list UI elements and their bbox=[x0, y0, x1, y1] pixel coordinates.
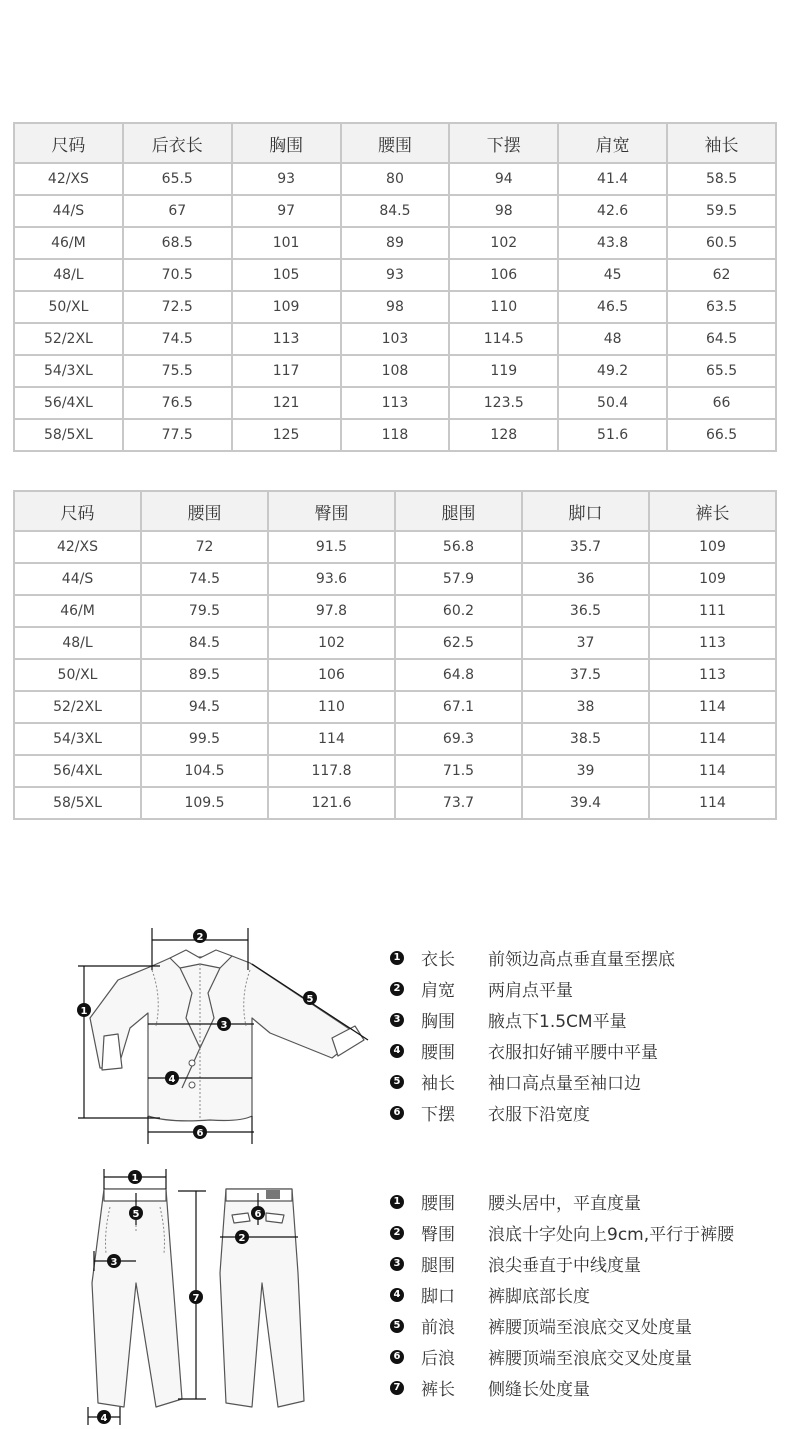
legend-number-badge: 6 bbox=[390, 1350, 404, 1364]
column-header: 袖长 bbox=[667, 123, 776, 163]
table-cell: 57.9 bbox=[395, 563, 522, 595]
table-cell: 114 bbox=[649, 755, 776, 787]
svg-text:7: 7 bbox=[192, 1293, 200, 1304]
legend-number-badge: 7 bbox=[390, 1381, 404, 1395]
table-cell: 49.2 bbox=[558, 355, 667, 387]
legend-item bbox=[390, 942, 675, 973]
legend-term: 腰围 bbox=[421, 1194, 455, 1214]
table-cell: 97 bbox=[232, 195, 341, 227]
table-cell: 101 bbox=[232, 227, 341, 259]
table-cell: 72.5 bbox=[123, 291, 232, 323]
table-cell: 98 bbox=[341, 291, 450, 323]
table-cell: 80 bbox=[341, 163, 450, 195]
table-cell: 121.6 bbox=[268, 787, 395, 819]
legend-item bbox=[390, 1035, 675, 1066]
svg-text:3: 3 bbox=[110, 1257, 118, 1268]
legend-number-badge: 5 bbox=[390, 1319, 404, 1333]
pants-table-body bbox=[14, 531, 776, 819]
svg-text:5: 5 bbox=[132, 1209, 140, 1220]
column-header: 尺码 bbox=[14, 491, 141, 531]
jacket-button bbox=[189, 1060, 195, 1066]
table-cell: 84.5 bbox=[341, 195, 450, 227]
column-header: 尺码 bbox=[14, 123, 123, 163]
table-cell: 66.5 bbox=[667, 419, 776, 451]
table-cell: 94 bbox=[449, 163, 558, 195]
legend-term: 前浪 bbox=[421, 1318, 455, 1338]
legend-term: 后浪 bbox=[421, 1349, 455, 1369]
table-cell: 113 bbox=[232, 323, 341, 355]
legend-item bbox=[390, 1310, 734, 1341]
table-cell: 103 bbox=[341, 323, 450, 355]
table-cell: 54/3XL bbox=[14, 723, 141, 755]
table-cell: 109 bbox=[232, 291, 341, 323]
legend-item bbox=[390, 1066, 675, 1097]
table-row bbox=[14, 531, 776, 563]
table-row bbox=[14, 627, 776, 659]
legend-description: 裤腰顶端至浪底交叉处度量 bbox=[488, 1349, 692, 1369]
table-cell: 109 bbox=[649, 531, 776, 563]
legend-term: 衣长 bbox=[421, 950, 455, 970]
legend-number-badge: 2 bbox=[390, 982, 404, 996]
legend-description: 衣服下沿宽度 bbox=[488, 1105, 590, 1125]
table-row bbox=[14, 691, 776, 723]
table-cell: 37.5 bbox=[522, 659, 649, 691]
table-cell: 123.5 bbox=[449, 387, 558, 419]
table-cell: 109 bbox=[649, 563, 776, 595]
table-cell: 39 bbox=[522, 755, 649, 787]
table-cell: 89.5 bbox=[141, 659, 268, 691]
table-cell: 75.5 bbox=[123, 355, 232, 387]
legend-number-badge: 1 bbox=[390, 951, 404, 965]
table-cell: 67.1 bbox=[395, 691, 522, 723]
pants-front-outline bbox=[92, 1189, 182, 1407]
legend-item bbox=[390, 1004, 675, 1035]
table-row bbox=[14, 355, 776, 387]
table-cell: 41.4 bbox=[558, 163, 667, 195]
svg-text:6: 6 bbox=[254, 1209, 262, 1220]
table-cell: 46.5 bbox=[558, 291, 667, 323]
pants-table-header bbox=[14, 491, 776, 531]
table-cell: 42/XS bbox=[14, 531, 141, 563]
column-header: 肩宽 bbox=[558, 123, 667, 163]
table-cell: 106 bbox=[449, 259, 558, 291]
legend-description: 袖口高点量至袖口边 bbox=[488, 1074, 641, 1094]
table-cell: 48 bbox=[558, 323, 667, 355]
table-cell: 102 bbox=[449, 227, 558, 259]
table-cell: 62.5 bbox=[395, 627, 522, 659]
table-cell: 38 bbox=[522, 691, 649, 723]
table-cell: 84.5 bbox=[141, 627, 268, 659]
table-cell: 76.5 bbox=[123, 387, 232, 419]
table-row bbox=[14, 259, 776, 291]
table-cell: 63.5 bbox=[667, 291, 776, 323]
table-cell: 66 bbox=[667, 387, 776, 419]
table-cell: 111 bbox=[649, 595, 776, 627]
table-row bbox=[14, 291, 776, 323]
jacket-measurement-legend bbox=[390, 942, 675, 1128]
legend-item bbox=[390, 1372, 734, 1403]
table-cell: 58.5 bbox=[667, 163, 776, 195]
column-header: 腿围 bbox=[395, 491, 522, 531]
table-cell: 77.5 bbox=[123, 419, 232, 451]
legend-description: 浪底十字处向上9cm,平行于裤腰 bbox=[488, 1225, 735, 1245]
legend-item bbox=[390, 1248, 734, 1279]
table-row bbox=[14, 195, 776, 227]
legend-number-badge: 1 bbox=[390, 1195, 404, 1209]
table-cell: 109.5 bbox=[141, 787, 268, 819]
table-cell: 114 bbox=[649, 787, 776, 819]
column-header: 下摆 bbox=[449, 123, 558, 163]
legend-term: 胸围 bbox=[421, 1012, 455, 1032]
table-cell: 64.5 bbox=[667, 323, 776, 355]
table-cell: 56.8 bbox=[395, 531, 522, 563]
legend-description: 腋点下1.5CM平量 bbox=[488, 1012, 627, 1032]
legend-number-badge: 5 bbox=[390, 1075, 404, 1089]
table-cell: 93 bbox=[341, 259, 450, 291]
table-cell: 74.5 bbox=[123, 323, 232, 355]
table-cell: 45 bbox=[558, 259, 667, 291]
table-cell: 99.5 bbox=[141, 723, 268, 755]
table-row bbox=[14, 419, 776, 451]
table-cell: 104.5 bbox=[141, 755, 268, 787]
table-cell: 44/S bbox=[14, 563, 141, 595]
table-cell: 110 bbox=[449, 291, 558, 323]
table-cell: 121 bbox=[232, 387, 341, 419]
legend-term: 袖长 bbox=[421, 1074, 455, 1094]
table-row bbox=[14, 563, 776, 595]
table-cell: 64.8 bbox=[395, 659, 522, 691]
table-cell: 48/L bbox=[14, 259, 123, 291]
table-cell: 51.6 bbox=[558, 419, 667, 451]
table-cell: 128 bbox=[449, 419, 558, 451]
svg-text:4: 4 bbox=[168, 1074, 176, 1085]
table-cell: 56/4XL bbox=[14, 387, 123, 419]
table-cell: 50.4 bbox=[558, 387, 667, 419]
table-cell: 74.5 bbox=[141, 563, 268, 595]
table-cell: 97.8 bbox=[268, 595, 395, 627]
table-cell: 52/2XL bbox=[14, 691, 141, 723]
table-cell: 125 bbox=[232, 419, 341, 451]
table-cell: 117.8 bbox=[268, 755, 395, 787]
table-row bbox=[14, 163, 776, 195]
legend-number-badge: 3 bbox=[390, 1257, 404, 1271]
table-cell: 36 bbox=[522, 563, 649, 595]
table-cell: 98 bbox=[449, 195, 558, 227]
table-row bbox=[14, 595, 776, 627]
svg-text:5: 5 bbox=[306, 994, 314, 1005]
table-cell: 73.7 bbox=[395, 787, 522, 819]
table-cell: 50/XL bbox=[14, 291, 123, 323]
legend-number-badge: 4 bbox=[390, 1044, 404, 1058]
table-cell: 35.7 bbox=[522, 531, 649, 563]
table-cell: 94.5 bbox=[141, 691, 268, 723]
table-cell: 108 bbox=[341, 355, 450, 387]
table-cell: 72 bbox=[141, 531, 268, 563]
table-cell: 114 bbox=[649, 691, 776, 723]
svg-text:1: 1 bbox=[80, 1006, 88, 1017]
legend-description: 腰头居中，平直度量 bbox=[488, 1194, 641, 1214]
svg-text:6: 6 bbox=[196, 1128, 204, 1139]
legend-number-badge: 3 bbox=[390, 1013, 404, 1027]
legend-description: 侧缝长处度量 bbox=[488, 1380, 590, 1400]
column-header: 臀围 bbox=[268, 491, 395, 531]
table-cell: 42/XS bbox=[14, 163, 123, 195]
legend-term: 下摆 bbox=[421, 1105, 455, 1125]
table-cell: 102 bbox=[268, 627, 395, 659]
legend-item bbox=[390, 973, 675, 1004]
legend-description: 裤脚底部长度 bbox=[488, 1287, 590, 1307]
table-row bbox=[14, 723, 776, 755]
table-cell: 113 bbox=[649, 659, 776, 691]
table-row bbox=[14, 387, 776, 419]
table-cell: 62 bbox=[667, 259, 776, 291]
column-header: 后衣长 bbox=[123, 123, 232, 163]
table-cell: 52/2XL bbox=[14, 323, 123, 355]
pants-size-table bbox=[13, 490, 777, 820]
pants-back-outline bbox=[220, 1189, 304, 1407]
table-cell: 65.5 bbox=[123, 163, 232, 195]
table-cell: 106 bbox=[268, 659, 395, 691]
table-row bbox=[14, 787, 776, 819]
table-cell: 68.5 bbox=[123, 227, 232, 259]
legend-term: 脚口 bbox=[421, 1287, 455, 1307]
jacket-measurement-diagram bbox=[70, 918, 380, 1152]
table-cell: 37 bbox=[522, 627, 649, 659]
svg-text:1: 1 bbox=[131, 1173, 139, 1184]
table-cell: 113 bbox=[649, 627, 776, 659]
svg-text:3: 3 bbox=[220, 1020, 228, 1031]
table-row bbox=[14, 659, 776, 691]
table-row bbox=[14, 323, 776, 355]
table-cell: 44/S bbox=[14, 195, 123, 227]
table-cell: 42.6 bbox=[558, 195, 667, 227]
table-cell: 113 bbox=[341, 387, 450, 419]
table-cell: 119 bbox=[449, 355, 558, 387]
jacket-size-table bbox=[13, 122, 777, 452]
column-header: 胸围 bbox=[232, 123, 341, 163]
table-cell: 58/5XL bbox=[14, 787, 141, 819]
legend-term: 裤长 bbox=[421, 1380, 455, 1400]
legend-item bbox=[390, 1279, 734, 1310]
table-cell: 39.4 bbox=[522, 787, 649, 819]
table-cell: 65.5 bbox=[667, 355, 776, 387]
jacket-table-body bbox=[14, 163, 776, 451]
legend-description: 两肩点平量 bbox=[488, 981, 573, 1001]
table-row bbox=[14, 227, 776, 259]
table-cell: 70.5 bbox=[123, 259, 232, 291]
table-row bbox=[14, 755, 776, 787]
legend-term: 肩宽 bbox=[421, 981, 455, 1001]
table-cell: 36.5 bbox=[522, 595, 649, 627]
table-cell: 48/L bbox=[14, 627, 141, 659]
legend-item bbox=[390, 1217, 734, 1248]
jacket-outline bbox=[90, 950, 364, 1121]
jacket-table-header bbox=[14, 123, 776, 163]
legend-number-badge: 4 bbox=[390, 1288, 404, 1302]
table-cell: 89 bbox=[341, 227, 450, 259]
legend-number-badge: 2 bbox=[390, 1226, 404, 1240]
table-cell: 79.5 bbox=[141, 595, 268, 627]
svg-text:4: 4 bbox=[100, 1413, 108, 1424]
legend-term: 腰围 bbox=[421, 1043, 455, 1063]
legend-term: 腿围 bbox=[421, 1256, 455, 1276]
table-cell: 60.2 bbox=[395, 595, 522, 627]
table-cell: 60.5 bbox=[667, 227, 776, 259]
column-header: 腰围 bbox=[141, 491, 268, 531]
table-cell: 91.5 bbox=[268, 531, 395, 563]
column-header: 裤长 bbox=[649, 491, 776, 531]
legend-item bbox=[390, 1341, 734, 1372]
table-cell: 105 bbox=[232, 259, 341, 291]
table-cell: 38.5 bbox=[522, 723, 649, 755]
column-header: 脚口 bbox=[522, 491, 649, 531]
table-cell: 114.5 bbox=[449, 323, 558, 355]
legend-item bbox=[390, 1186, 734, 1217]
svg-text:2: 2 bbox=[238, 1233, 246, 1244]
jacket-button bbox=[189, 1082, 195, 1088]
table-cell: 46/M bbox=[14, 595, 141, 627]
pants-measurement-diagram bbox=[80, 1163, 340, 1429]
legend-item bbox=[390, 1097, 675, 1128]
table-cell: 56/4XL bbox=[14, 755, 141, 787]
table-cell: 54/3XL bbox=[14, 355, 123, 387]
table-cell: 117 bbox=[232, 355, 341, 387]
legend-term: 臀围 bbox=[421, 1225, 455, 1245]
table-cell: 67 bbox=[123, 195, 232, 227]
legend-number-badge: 6 bbox=[390, 1106, 404, 1120]
table-cell: 118 bbox=[341, 419, 450, 451]
table-cell: 93.6 bbox=[268, 563, 395, 595]
table-cell: 58/5XL bbox=[14, 419, 123, 451]
legend-description: 浪尖垂直于中线度量 bbox=[488, 1256, 641, 1276]
table-cell: 50/XL bbox=[14, 659, 141, 691]
table-cell: 71.5 bbox=[395, 755, 522, 787]
legend-description: 前领边高点垂直量至摆底 bbox=[488, 950, 675, 970]
svg-text:2: 2 bbox=[196, 932, 204, 943]
pants-measurement-legend bbox=[390, 1186, 734, 1403]
table-cell: 110 bbox=[268, 691, 395, 723]
table-cell: 114 bbox=[649, 723, 776, 755]
table-cell: 43.8 bbox=[558, 227, 667, 259]
legend-description: 衣服扣好铺平腰中平量 bbox=[488, 1043, 658, 1063]
table-cell: 93 bbox=[232, 163, 341, 195]
table-cell: 59.5 bbox=[667, 195, 776, 227]
column-header: 腰围 bbox=[341, 123, 450, 163]
table-cell: 46/M bbox=[14, 227, 123, 259]
table-cell: 69.3 bbox=[395, 723, 522, 755]
legend-description: 裤腰顶端至浪底交叉处度量 bbox=[488, 1318, 692, 1338]
table-cell: 114 bbox=[268, 723, 395, 755]
